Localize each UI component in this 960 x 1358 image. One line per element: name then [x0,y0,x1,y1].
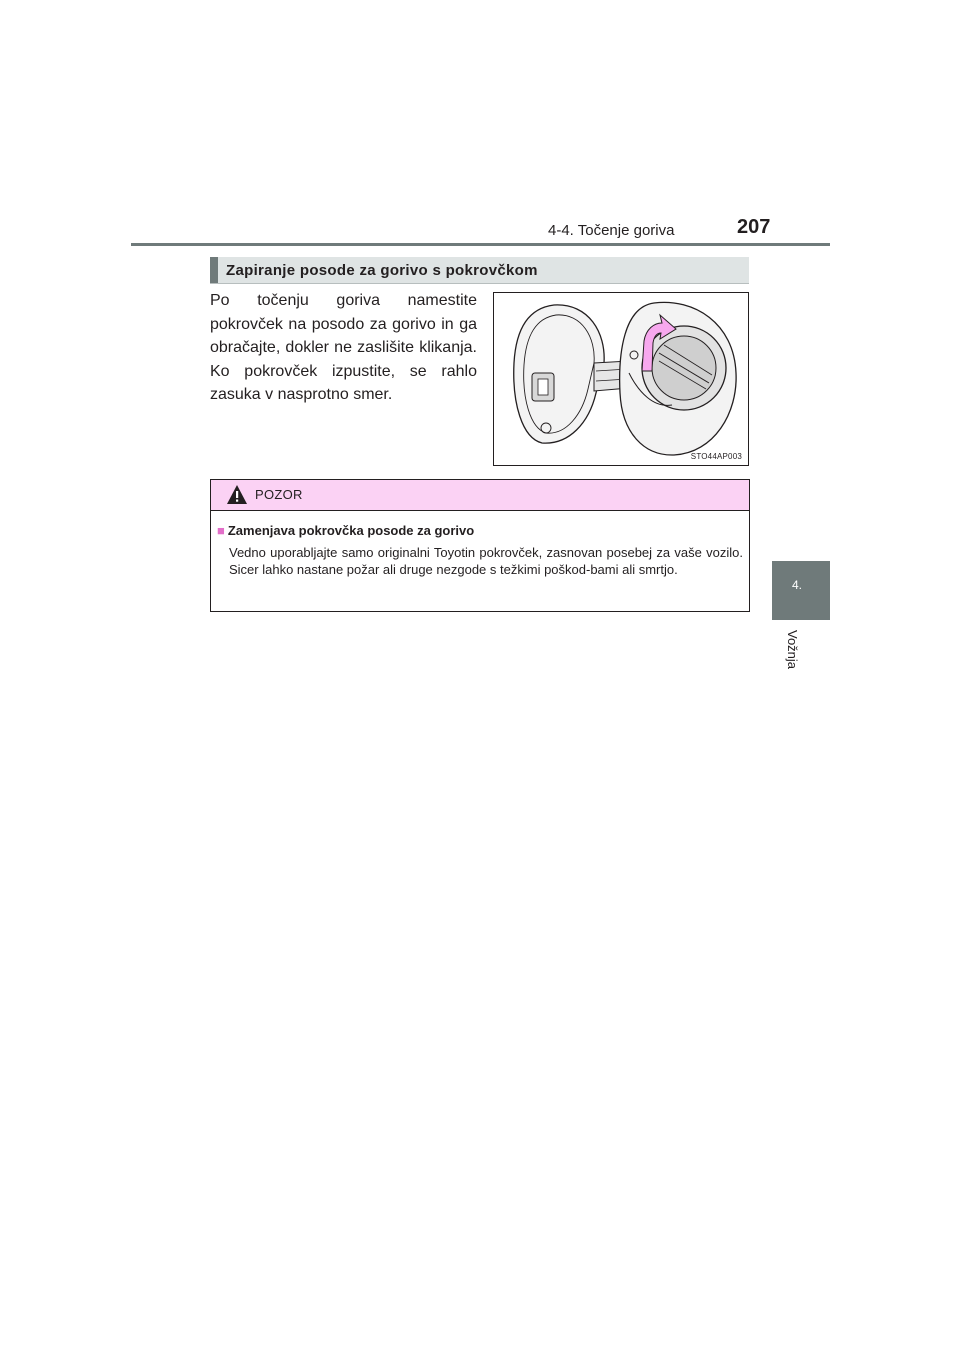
header-section-title: 4-4. Točenje goriva [548,222,675,239]
caution-header [211,480,749,511]
figure-code: STO44AP003 [690,452,742,461]
fuel-cap-drawing [494,293,748,465]
caution-box [210,479,750,612]
page-number: 207 [737,216,771,238]
caution-title: POZOR [255,487,303,502]
caution-item-title [217,523,474,538]
fuel-cap-illustration [493,292,749,466]
header-rule [131,243,830,246]
section-heading [210,257,749,283]
caution-item-title-text: Zamenjava pokrovčka posode za gorivo [227,523,475,538]
caution-item-body: Vedno uporabljajte samo originalni Toyotin pokrovček, zasnovan posebej za vaše vozilo. Sicer lahko nastane požar ali druge nezgode s težkimi poškod-bami ali smrtjo. [229,545,743,577]
chapter-tab-number: 4. [792,578,803,592]
fuel-door-shape [514,305,604,443]
section-heading-text: Zapiranje posode za gorivo s pokrovčkom [226,261,538,279]
warning-triangle-icon [226,484,248,505]
square-bullet-icon: ■ [217,523,225,538]
section-heading-underline [210,283,749,284]
chapter-tab-label: Vožnja [785,630,800,670]
section-body-text: Po točenju goriva namestite pokrovček na posodo za gorivo in ga obračajte, dokler ne zaslišite klikanja. Ko pokrovček izpustite, se rahlo zasuka v nasprotno smer. [210,292,477,403]
